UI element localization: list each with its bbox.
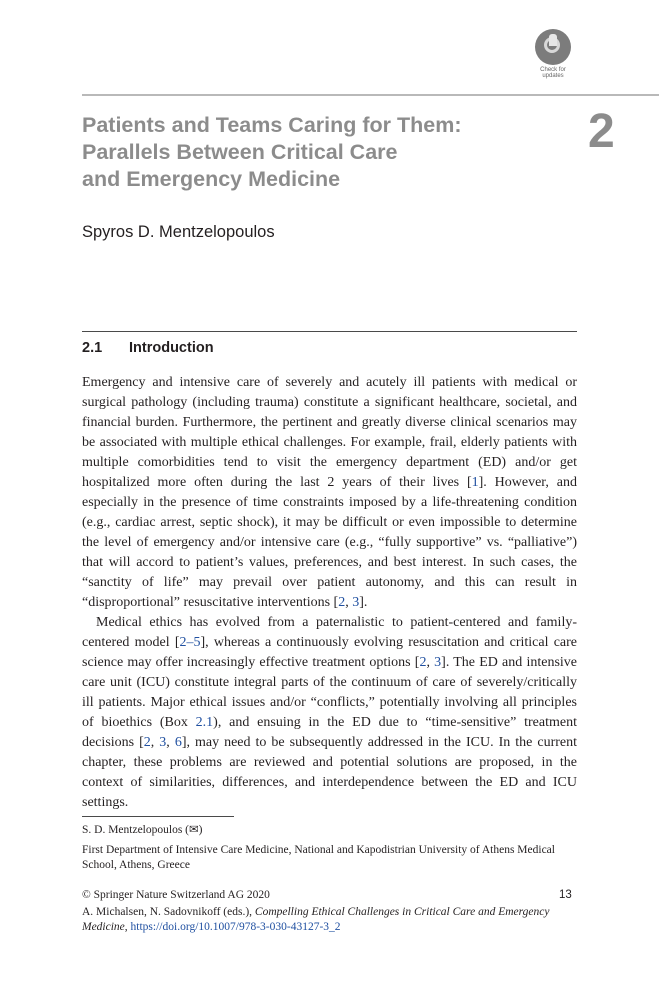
envelope-icon[interactable]: ✉ bbox=[189, 824, 199, 836]
footnote-author: S. D. Mentzelopoulos (✉) bbox=[82, 824, 203, 836]
citation-link[interactable]: 3 bbox=[352, 595, 360, 610]
citation-link[interactable]: 1 bbox=[471, 475, 479, 490]
box-link[interactable]: 2.1 bbox=[195, 715, 214, 730]
footnote-affiliation: First Department of Intensive Care Medicine, National and Kapodistrian University of Athens Medical School, Athens, Greece bbox=[82, 844, 555, 871]
citation-link[interactable]: 2–5 bbox=[179, 635, 201, 650]
page-number: 13 bbox=[559, 889, 572, 901]
paragraph-2: Medical ethics has evolved from a paternalistic to patient-centered and family-centered model [2–5], whereas a continuously evolving resuscitation and critical care science may offer increasingly effective treatment options [2, 3]. The ED and intensive care unit (ICU) constitute integral parts of the continuum of care of severely/critically ill patients. Major ethical issues and/or “conflicts,” potentially involving all principles of bioethics (Box 2.1), and ensuing in the ED due to “time-sensitive” treatment decisions [2, 3, 6], may need to be subsequently addressed in the ICU. In the current chapter, these problems are reviewed and potential solutions are proposed, in the context of similarities, differences, and interdependence between the ED and ICU settings. bbox=[82, 615, 578, 810]
section-heading bbox=[82, 339, 214, 357]
section-title: Introduction bbox=[129, 340, 214, 356]
paragraph-1: Emergency and intensive care of severely and acutely ill patients with medical or surgical pathology (including trauma) constitute a significant healthcare, societal, and financial burden. Furthermore, the pertinent and greatly diverse clinical scenarios may be associated with multiple ethical challenges. For example, frail, elderly patients with multiple comorbidities tend to visit the emergency department (ED) and/or get hospitalized more often during the last 2 years of their lives [1]. However, and especially in the presence of time constraints imposed by a life-threatening condition (e.g., cardiac arrest, septic shock), it may be difficult or even impossible to determine the level of emergency and/or intensive care (e.g., “fully supportive” vs. “palliative”) that will accord to patient’s values, preferences, and best interest. In such cases, the “sanctity of life” may prevail over patient autonomy, and this can result in “disproportional” resuscitative interventions [2, 3]. bbox=[82, 375, 577, 610]
crossmark-icon bbox=[535, 29, 571, 65]
book-citation: A. Michalsen, N. Sadovnikoff (eds.), Compelling Ethical Challenges in Critical Care and Emergency Medicine, https://doi.org/10.1007/978-3-030-43127-3_2 bbox=[82, 906, 550, 933]
citation-link[interactable]: 2 bbox=[338, 595, 346, 610]
chapter-author: Spyros D. Mentzelopoulos bbox=[82, 223, 275, 241]
citation-link[interactable]: 3 bbox=[434, 655, 442, 670]
citation-link[interactable]: 2 bbox=[143, 735, 151, 750]
section-number: 2.1 bbox=[82, 340, 103, 356]
footnote-rule bbox=[82, 816, 234, 817]
chapter-number: 2 bbox=[588, 105, 615, 158]
citation-link[interactable]: 6 bbox=[174, 735, 182, 750]
doi-link[interactable]: https://doi.org/10.1007/978-3-030-43127-3_2 bbox=[130, 921, 341, 933]
badge-label: Check for updates bbox=[540, 67, 566, 79]
chapter-title: Patients and Teams Caring for Them: Parallels Between Critical Care and Emergency Medicine bbox=[82, 113, 462, 191]
copyright-line: © Springer Nature Switzerland AG 2020 bbox=[82, 889, 270, 901]
book-title: Compelling Ethical Challenges in Critical Care and Emergency Medicine bbox=[82, 906, 550, 933]
citation-link[interactable]: 3 bbox=[159, 735, 167, 750]
body-text bbox=[82, 373, 577, 813]
check-for-updates-badge[interactable] bbox=[529, 29, 577, 79]
top-rule bbox=[82, 94, 659, 96]
section-rule bbox=[82, 331, 577, 332]
citation-link[interactable]: 2 bbox=[419, 655, 427, 670]
